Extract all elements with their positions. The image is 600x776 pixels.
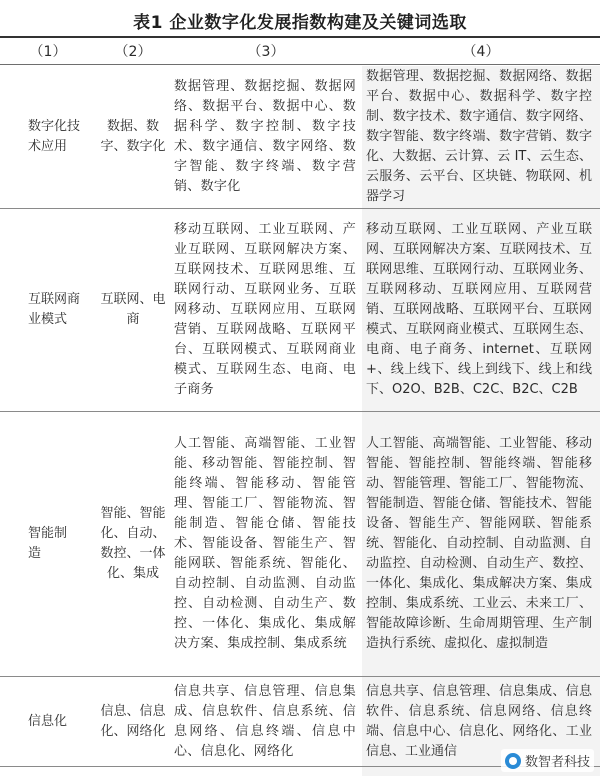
dimension-cell: 智能制造 [0, 412, 96, 677]
keyword-cell: 人工智能、高端智能、工业智能、移动智能、智能控制、智能终端、智能移动、智能管理、智能工厂、智能物流、智能制造、智能仓储、智能技术、智能设备、智能生产、智能网联、智能系统、智能化、自动控制、自动监测、自动监控、自动检测、自动生产、数控、一体化、集成化、集成解决方案、集成控制、集成系统 [170, 412, 362, 677]
extended-keyword-cell: 数据管理、数据挖掘、数据网络、数据平台、数据中心、数据科学、数字控制、数字技术、数字通信、数字网络、数字智能、数字终端、数字营销、数字化、大数据、云计算、云 IT、云生态、云服务、云平台、区块链、物联网、机器学习 [362, 65, 600, 209]
header-col-4: （4） [362, 38, 600, 65]
wechat-icon [505, 753, 521, 769]
extended-keyword-cell: 信息共享、信息管理、信息集成、信息软件、信息系统、信息网络、信息终端、信息中心、信息化、网络化、工业信息、工业通信 [362, 677, 600, 767]
keyword-cell: 数据管理、数据挖掘、数据网络、数据平台、数据中心、数据科学、数字控制、数字技术、数字通信、数字网络、数字智能、数字终端、数字营销、数字化 [170, 65, 362, 209]
header-col-1: （1） [0, 38, 96, 65]
header-col-3: （3） [170, 38, 362, 65]
keyword-table [0, 38, 600, 767]
seed-keyword-cell: 信息、信息化、网络化 [96, 677, 170, 767]
keyword-cell: 移动互联网、工业互联网、产业互联网、互联网解决方案、互联网技术、互联网思维、互联网行动、互联网业务、互联网移动、互联网应用、互联网营销、互联网战略、互联网平台、互联网模式、互联网商业模式、互联网生态、电商、电子商务 [170, 209, 362, 412]
header-col-2: （2） [96, 38, 170, 65]
extended-keyword-cell: 人工智能、高端智能、工业智能、移动智能、智能控制、智能终端、智能移动、智能管理、智能工厂、智能物流、智能制造、智能仓储、智能技术、智能设备、智能生产、智能网联、智能系统、智能化、自动控制、自动监测、自动监控、自动检测、自动生产、数控、一体化、集成化、集成解决方案、集成控制、集成系统、工业云、未来工厂、智能故障诊断、生命周期管理、生产制造执行系统、虚拟化、虚拟制造 [362, 412, 600, 677]
extended-keyword-cell: 移动互联网、工业互联网、产业互联网、互联网解决方案、互联网技术、互联网思维、互联网行动、互联网业务、互联网移动、互联网应用、互联网营销、互联网战略、互联网平台、互联网模式、互联网商业模式、互联网生态、电商、电子商务、internet、互联网 +、线上线下、线上到线下、线上和线下、O2O、B2B、C2C、B2C、C2B [362, 209, 600, 412]
table-row [0, 65, 600, 209]
header-row [0, 38, 600, 65]
table-title: 表1 企业数字化发展指数构建及关键词选取 [133, 13, 467, 33]
seed-keyword-cell: 数据、数字、数字化 [96, 65, 170, 209]
watermark [501, 749, 594, 772]
seed-keyword-cell: 智能、智能化、自动、数控、一体化、集成 [96, 412, 170, 677]
dimension-cell: 互联网商业模式 [0, 209, 96, 412]
dimension-cell: 数字化技术应用 [0, 65, 96, 209]
watermark-text: 数智者科技 [524, 755, 590, 770]
table-row [0, 412, 600, 677]
dimension-cell: 信息化 [0, 677, 96, 767]
seed-keyword-cell: 互联网、电商 [96, 209, 170, 412]
table-row [0, 209, 600, 412]
keyword-cell: 信息共享、信息管理、信息集成、信息软件、信息系统、信息网络、信息终端、信息中心、信息化、网络化 [170, 677, 362, 767]
